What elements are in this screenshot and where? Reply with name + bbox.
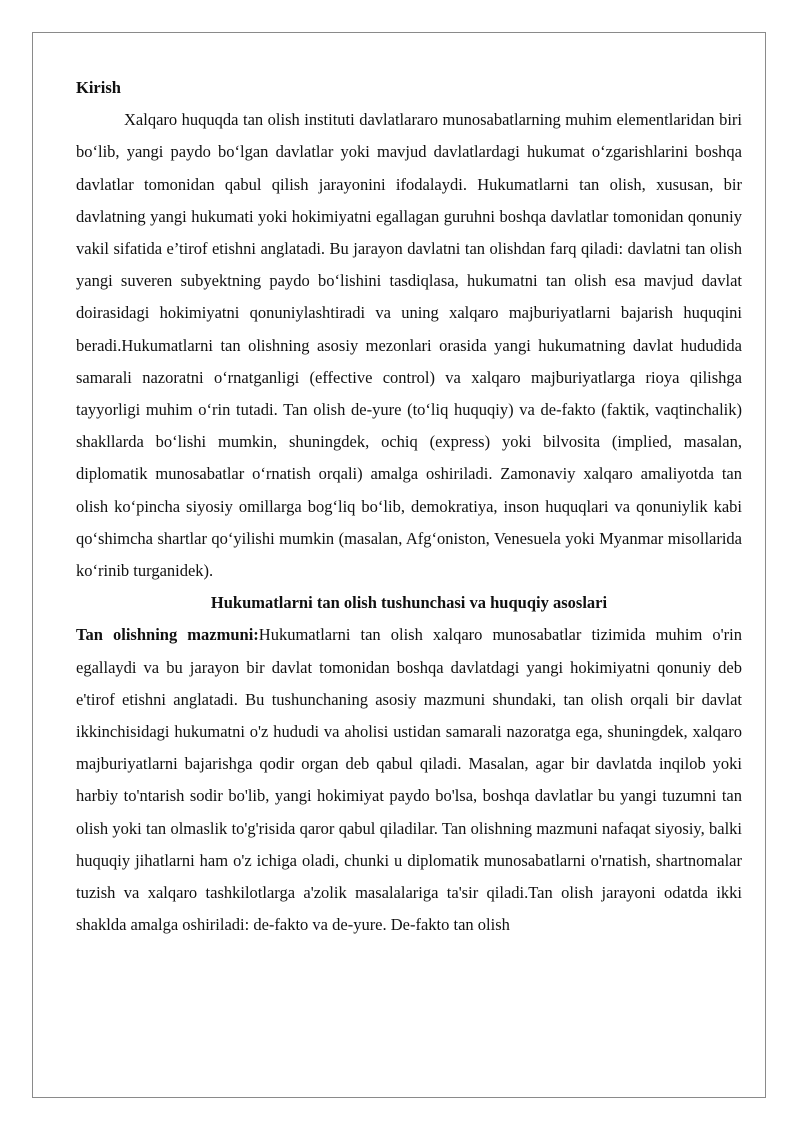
subsection-paragraph-block <box>76 619 742 941</box>
intro-heading: Kirish <box>76 78 121 97</box>
subsection-paragraph: Hukumatlarni tan olish xalqaro munosabatlar tizimida muhim o'rin egallaydi va bu jarayon bir davlat tomonidan boshqa davlatdagi yangi hokimiyatni qonuniy deb e'tirof etishni anglatadi. Bu tushunchaning asosiy mazmuni shundaki, tan olish orqali bir davlat ikkinchisidagi hukumatni o'z hududi va aholisi ustidan samarali nazoratga ega, shuningdek, xalqaro majburiyatlarni bajarishga qodir organ deb qabul qiladi. Masalan, agar bir davlatda inqilob yoki harbiy to'ntarish sodir bo'lib, yangi hokimiyat paydo bo'lsa, boshqa davlatlar bu yangi tuzumni tan olish yoki tan olmaslik to'g'risida qaror qabul qiladilar. Tan olishning mazmuni nafaqat siyosiy, balki huquqiy jihatlarni ham o'z ichiga oladi, chunki u diplomatik munosabatlarni o'rnatish, shartnomalar tuzish va xalqaro tashkilotlarga a'zolik masalalariga ta'sir qiladi.Tan olish jarayoni odatda ikki shaklda amalga oshiriladi: de-fakto va de-yure. De-fakto tan olish <box>76 625 742 935</box>
document-body <box>76 72 742 941</box>
section-title: Hukumatlarni tan olish tushunchasi va huquqiy asoslari <box>210 593 608 613</box>
intro-paragraph: Xalqaro huquqda tan olish instituti davlatlararo munosabatlarning muhim elementlaridan biri bo‘lib, yangi paydo bo‘lgan davlatlar yoki mavjud davlatlardagi hukumat o‘zgarishlarini boshqa davlatlar tomonidan qabul qilish jarayonini ifodalaydi. Hukumatlarni tan olish, xususan, bir davlatning yangi hukumati yoki hokimiyatni egallagan guruhni boshqa davlatlar tomonidan qonuniy vakil sifatida e’tirof etishni anglatadi. Bu jarayon davlatni tan olishdan farq qiladi: davlatni tan olish yangi suveren subyektning paydo bo‘lishini tasdiqlasa, hukumatni tan olish esa mavjud davlat doirasidagi hokimiyatni qonuniylashtiradi va uning xalqaro majburiyatlarni bajarish huquqini beradi.Hukumatlarni tan olishning asosiy mezonlari orasida yangi hukumatning davlat hududida samarali nazoratni o‘rnatganligi (effective control) va xalqaro majburiyatlarga rioya qilishga tayyorligi muhim o‘rin tutadi. Tan olish de-yure (to‘liq huquqiy) va de-fakto (faktik, vaqtinchalik) shakllarda bo‘lishi mumkin, shuningdek, ochiq (express) yoki bilvosita (implied, masalan, diplomatik munosabatlar o‘rnatish orqali) amalga oshiriladi. Zamonaviy xalqaro amaliyotda tan olish ko‘pincha siyosiy omillarga bog‘liq bo‘lib, demokratiya, inson huquqlari va qonuniylik kabi qo‘shimcha shartlar qo‘yilishi mumkin (masalan, Afg‘oniston, Venesuela yoki Myanmar misollarida ko‘rinib turganidek). <box>76 110 742 581</box>
subsection-label: Tan olishning mazmuni: <box>76 625 259 645</box>
